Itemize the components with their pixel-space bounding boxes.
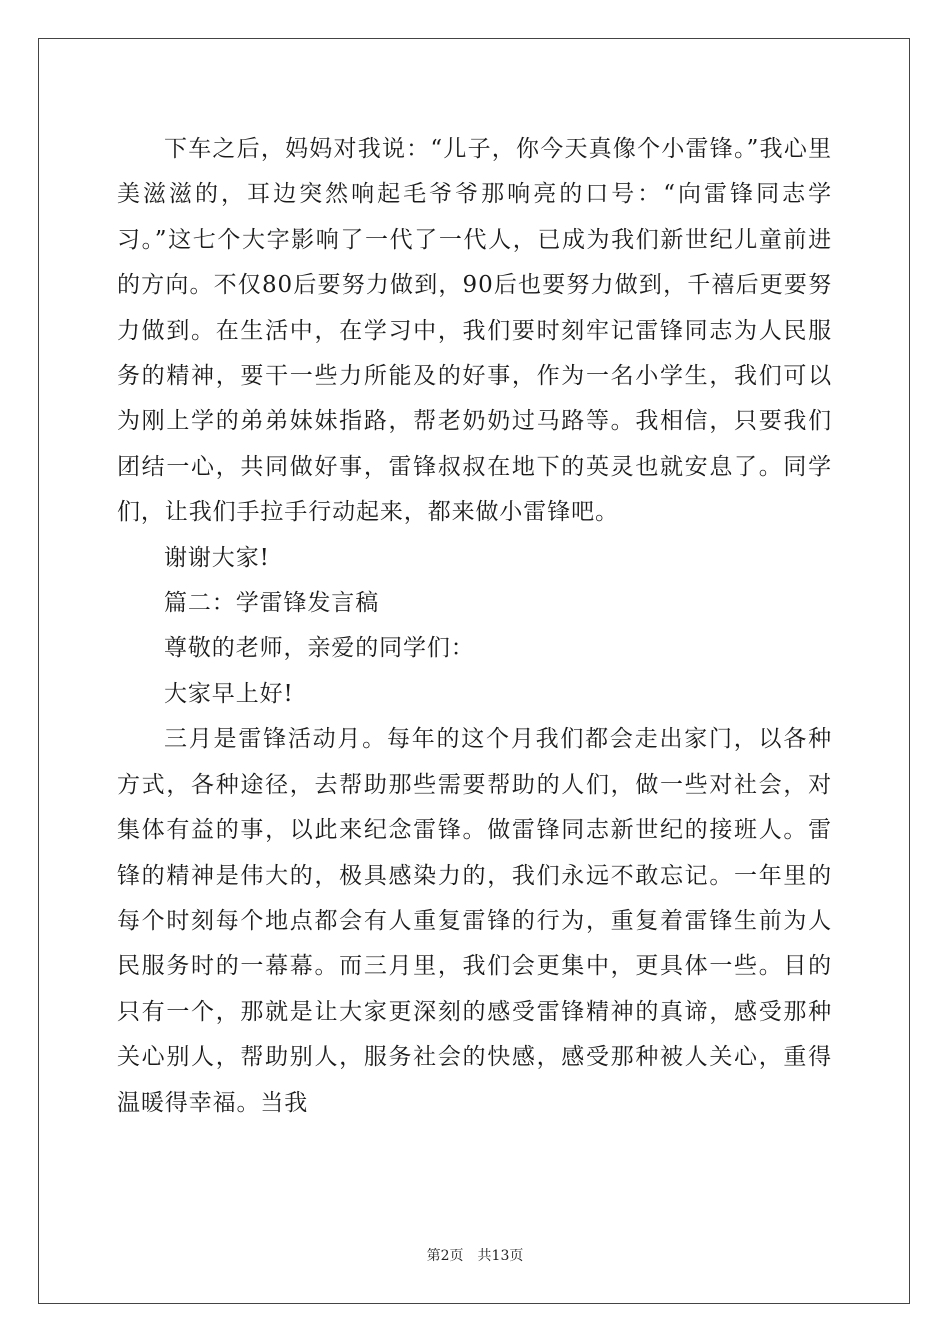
- paragraph-salutation: 尊敬的老师，亲爱的同学们：: [164, 635, 475, 662]
- page-number: 第2页: [426, 1248, 464, 1264]
- paragraph-march-activity: 三月是雷锋活动月。每年的这个月我们都会走出家门，以各种方式，各种途径，去帮助那些需要帮助的人们，做一些对社会，对集体有益的事，以此来纪念雷锋。做雷锋同志新世纪的接班人。雷锋的精神是伟大的，极具感染力的，我们永远不敢忘记。一年里的每个时刻每个地点都会有人重复雷锋的行为，重复着雷锋生前为人民服务时的一幕幕。而三月里，我们会更集中，更具体一些。目的只有一个，那就是让大家更深刻的感受雷锋精神的真谛，感受那种关心别人，帮助别人，服务社会的快感，感受那种被人关心，重得温暖得幸福。当我: [117, 726, 832, 1116]
- paragraph-thanks: 谢谢大家!: [164, 544, 270, 571]
- paragraph-speech-conclusion: 下车之后，妈妈对我说：“儿子，你今天真像个小雷锋。”我心里美滋滋的，耳边突然响起毛爷爷那响亮的口号：“向雷锋同志学习。”这七个大字影响了一代了一代人，已成为我们新世纪儿童前进的方向。不仅80后要努力做到，90后也要努力做到，千禧后更要努力做到。在生活中，在学习中，我们要时刻牢记雷锋同志为人民服务的精神，要干一些力所能及的好事，作为一名小学生，我们可以为刚上学的弟弟妹妹指路，帮老奶奶过马路等。我相信，只要我们团结一心，共同做好事，雷锋叔叔在地下的英灵也就安息了。同学们，让我们手拉手行动起来，都来做小雷锋吧。: [117, 136, 832, 526]
- section-heading: 篇二：学雷锋发言稿: [164, 590, 380, 617]
- document-body: [117, 127, 832, 1126]
- page-footer: [0, 1245, 950, 1265]
- page-total: 共13页: [477, 1248, 524, 1264]
- paragraph-greeting: 大家早上好!: [164, 680, 294, 707]
